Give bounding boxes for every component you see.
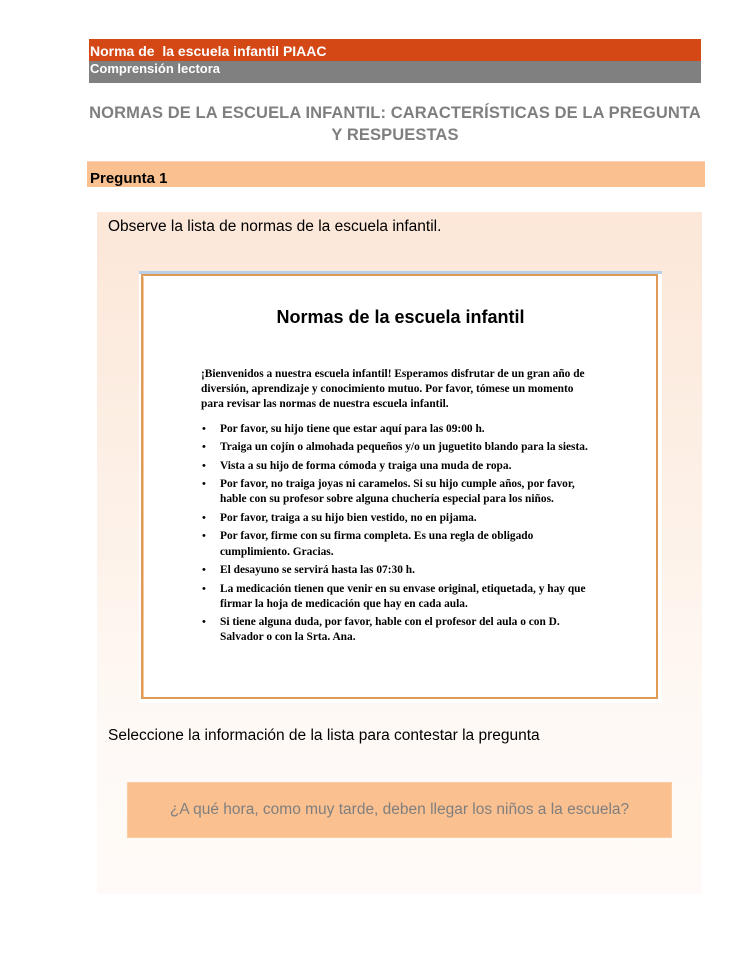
rule-text[interactable]: Si tiene alguna duda, por favor, hable con el profesor del aula o con D. Salvador o con la Srta. Ana.	[220, 616, 560, 644]
question-prompt: ¿A qué hora, como muy tarde, deben llegar los niños a la escuela?	[169, 801, 630, 818]
rule-item[interactable]	[201, 477, 596, 507]
rules-document	[139, 271, 662, 703]
header-subtitle: Comprensión lectora	[89, 61, 701, 83]
bullet-icon: •	[202, 422, 206, 435]
rule-text[interactable]: Vista a su hijo de forma cómoda y traiga una muda de ropa.	[220, 459, 512, 472]
document-intro[interactable]: ¡Bienvenidos a nuestra escuela infantil! Esperamos disfrutar de un gran año de diversión, aprendizaje y conocimiento mutuo. Por favor, tómese un momento para revisar las normas de nuestra escuela infantil.	[201, 368, 585, 411]
rule-text[interactable]: La medicación tienen que venir en su envase original, etiquetada, y hay que firmar la hoja de medicación que hay en cada aula.	[220, 582, 586, 610]
instruction-observe: Observe la lista de normas de la escuela infantil.	[108, 218, 442, 235]
bullet-icon: •	[202, 530, 206, 543]
page-title: NORMAS DE LA ESCUELA INFANTIL: CARACTERÍSTICAS DE LA PREGUNTA Y RESPUESTAS	[89, 104, 701, 144]
rule-text[interactable]: El desayuno se servirá hasta las 07:30 h.	[220, 564, 415, 577]
rule-item[interactable]	[201, 440, 596, 455]
rule-text[interactable]: Traiga un cojín o almohada pequeños y/o un juguetito blando para la siesta.	[220, 441, 588, 454]
rule-item[interactable]	[201, 615, 596, 645]
bullet-icon: •	[202, 616, 206, 629]
rule-item[interactable]	[201, 459, 596, 474]
rule-item[interactable]	[201, 582, 596, 612]
bullet-icon: •	[202, 459, 206, 472]
rule-text[interactable]: Por favor, firme con su firma completa. Es una regla de obligado cumplimiento. Gracias.	[220, 530, 534, 558]
rule-item[interactable]	[201, 422, 596, 437]
rule-text[interactable]: Por favor, su hijo tiene que estar aquí para las 09:00 h.	[220, 422, 485, 435]
question-prompt-box	[127, 782, 672, 838]
rules-list	[201, 422, 596, 646]
rule-item[interactable]	[201, 529, 596, 559]
document-inner-edge	[143, 277, 144, 697]
bullet-icon: •	[202, 478, 206, 491]
rule-item[interactable]	[201, 563, 596, 578]
header-title: Norma de la escuela infantil PIAAC	[89, 39, 701, 61]
bullet-icon: •	[202, 511, 206, 524]
bullet-icon: •	[202, 564, 206, 577]
document-body	[201, 367, 596, 649]
question-panel	[97, 212, 702, 894]
header-banner	[89, 39, 701, 83]
rule-text[interactable]: Por favor, traiga a su hijo bien vestido, no en pijama.	[220, 511, 477, 524]
question-header-bar	[87, 161, 705, 187]
rule-text[interactable]: Por favor, no traiga joyas ni caramelos. Si su hijo cumple años, por favor, hable con su profesor sobre alguna chuchería especial para los niños.	[220, 478, 575, 506]
rule-item[interactable]	[201, 511, 596, 526]
instruction-select: Seleccione la información de la lista para contestar la pregunta	[108, 727, 540, 744]
bullet-icon: •	[202, 582, 206, 595]
bullet-icon: •	[202, 441, 206, 454]
question-label: Pregunta 1	[90, 170, 168, 187]
document-title: Normas de la escuela infantil	[276, 307, 525, 327]
